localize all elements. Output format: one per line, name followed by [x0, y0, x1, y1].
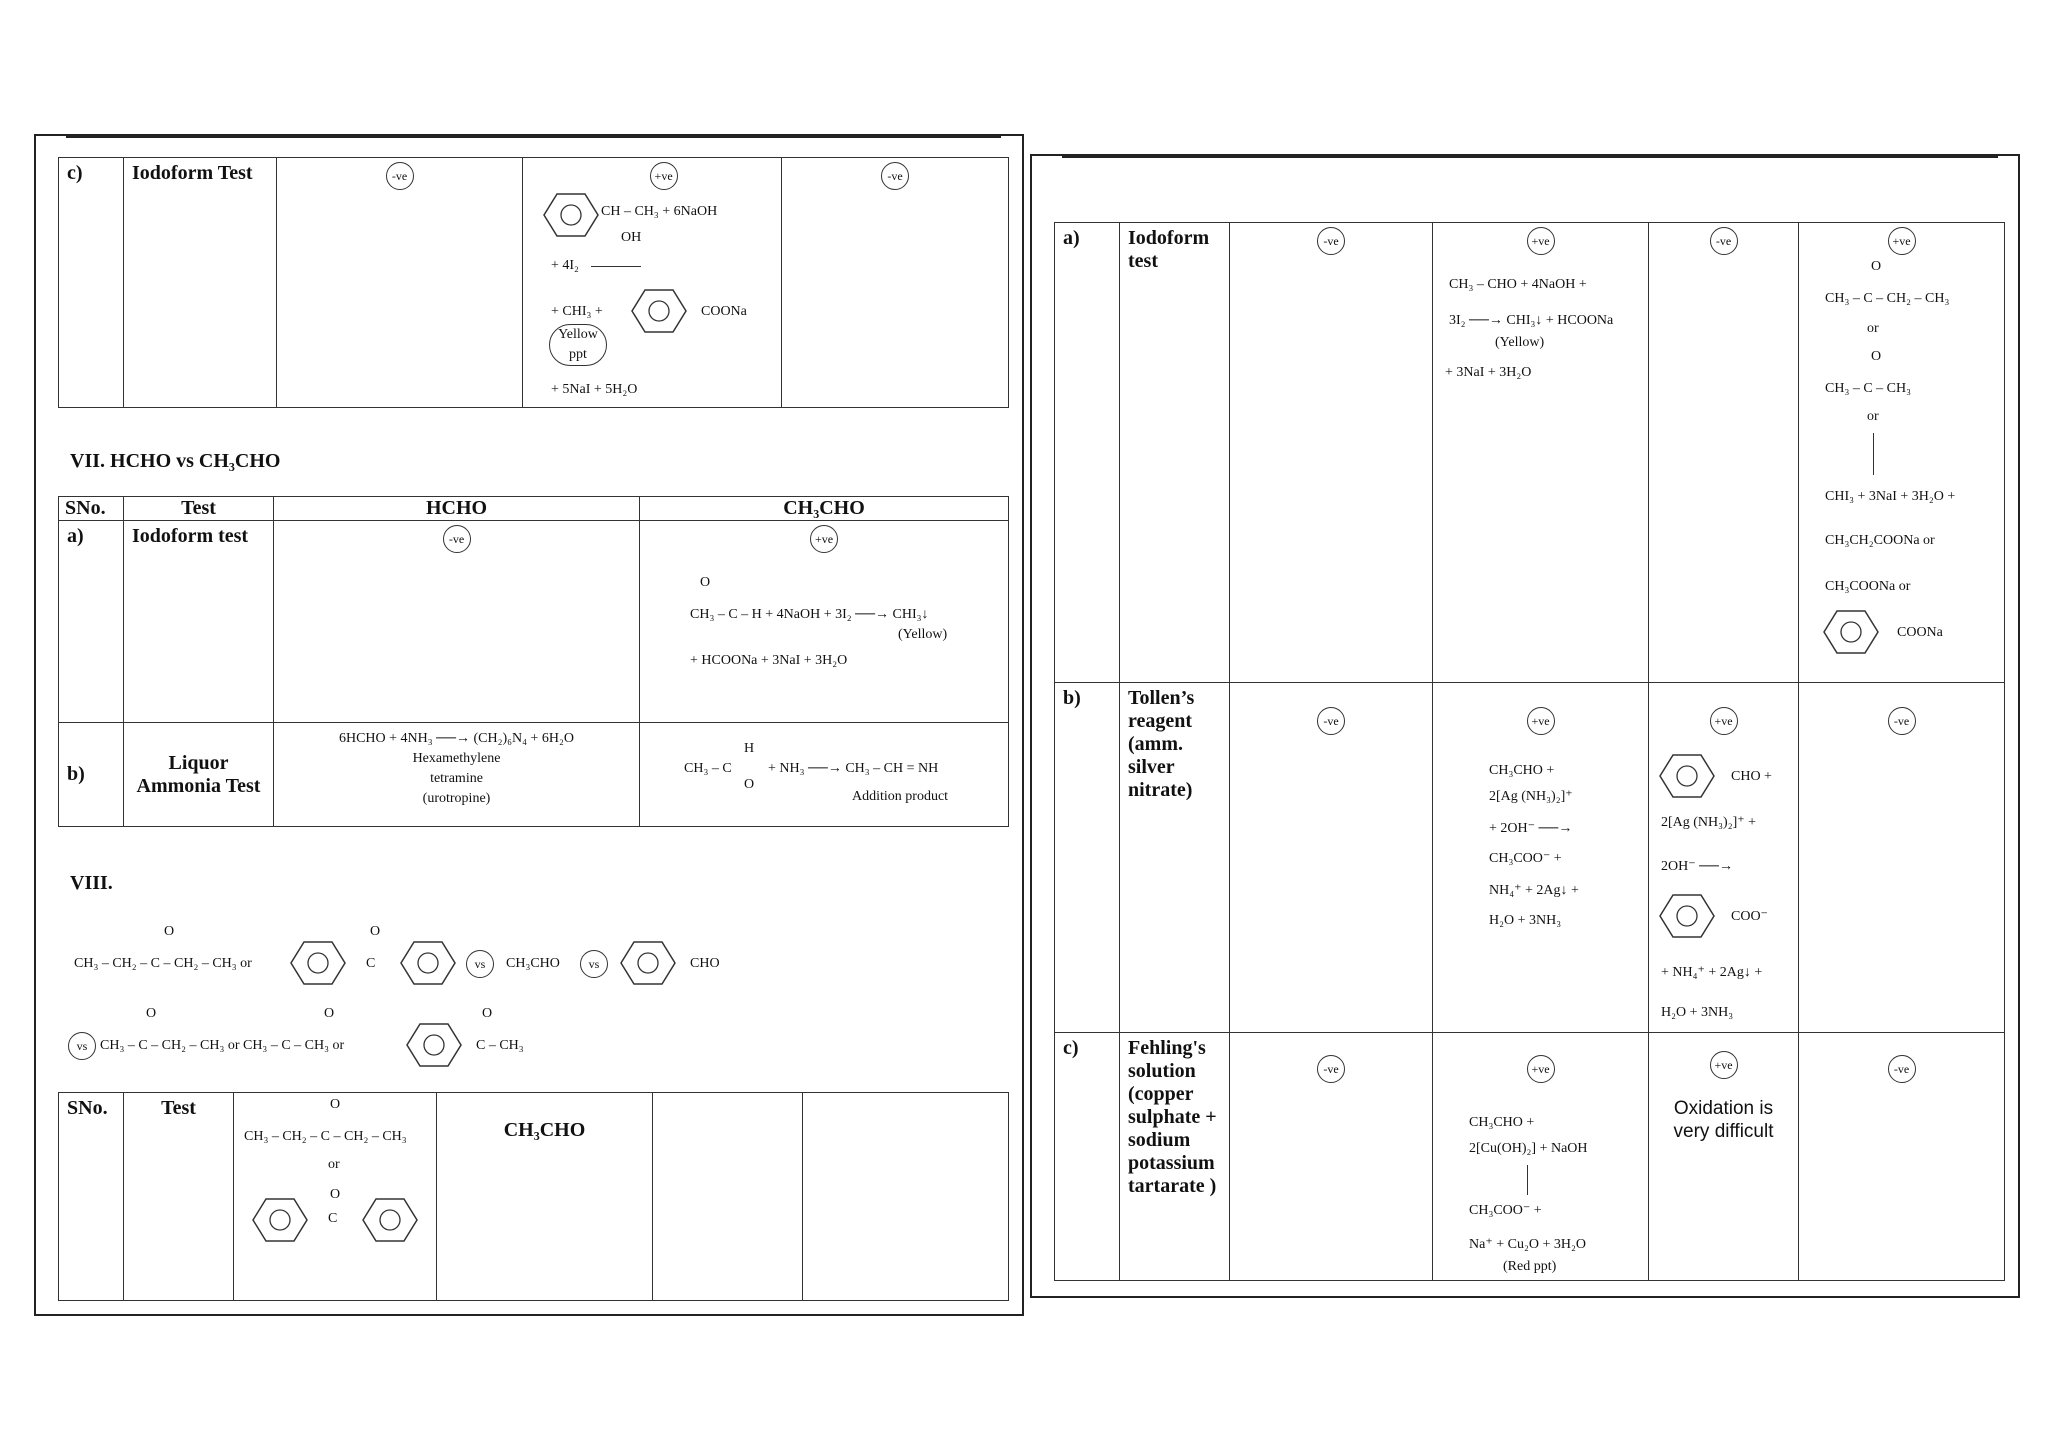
- row-c-col2-sign: +ve: [650, 162, 678, 190]
- right-row-c-sign-1: -ve: [1317, 1055, 1345, 1083]
- ra-c4-coona: COONa: [1897, 625, 1943, 640]
- aldehyde-ch3c: CH₃ – C: [684, 761, 732, 776]
- down-arrow-icon: [1527, 1165, 1528, 1195]
- addition-product: Addition product: [852, 789, 949, 804]
- sec8-pentanone: CH₃ – CH₂ – C – CH₂ – CH₃: [244, 1129, 407, 1144]
- down-arrow-icon: [1873, 433, 1874, 475]
- section-8-heading: VIII.: [70, 872, 113, 894]
- benzene-ring-icon: [1823, 609, 1879, 655]
- sec8-or: or: [328, 1157, 340, 1172]
- benzene-ring-icon: [400, 940, 456, 986]
- ra-c4-l1: CH₃ – C – CH₂ – CH₃: [1825, 291, 1950, 306]
- rb-c2-l3: + 2OH⁻ ──→: [1489, 821, 1573, 836]
- rb-c2-l1: CH₃CHO +: [1489, 763, 1555, 778]
- row-c-col3-sign: -ve: [881, 162, 909, 190]
- yellow-ppt-label: Yellow ppt: [549, 324, 607, 366]
- iodoform-eq-1: CH₃ – C – H + 4NaOH + 3I₂ ──→ CHI₃↓: [690, 607, 929, 622]
- row-c-eq-4: + 5NaI + 5H₂O: [551, 382, 638, 397]
- right-row-a-sign-4: +ve: [1888, 227, 1916, 255]
- benzene-ring-icon: [1659, 753, 1715, 799]
- ra-c4-or2: or: [1867, 409, 1879, 424]
- benzene-ring-icon: [631, 288, 687, 334]
- vs-badge: vs: [466, 950, 494, 978]
- rb-c2-l4: CH₃COO⁻ +: [1489, 851, 1562, 866]
- ra-c2-l1: CH₃ – CHO + 4NaOH +: [1449, 277, 1587, 292]
- rb-c3-l4: COO⁻: [1731, 909, 1768, 924]
- left-page: [34, 134, 1024, 1316]
- rc-c2-l1: CH₃CHO +: [1469, 1115, 1535, 1130]
- right-row-b-sign-2: +ve: [1527, 707, 1555, 735]
- right-row-c-sno: c): [1055, 1033, 1120, 1281]
- aldehyde-o: O: [744, 777, 755, 792]
- pentanone-formula: CH₃ – CH₂ – C – CH₂ – CH₃ or: [74, 956, 252, 971]
- right-row-b-sign-3: +ve: [1710, 707, 1738, 735]
- col-header-sno: SNo.: [59, 497, 124, 521]
- row-a-test: Iodoform test: [124, 521, 274, 723]
- right-row-c-sign-2: +ve: [1527, 1055, 1555, 1083]
- row-c-eq-2: + 4I₂: [551, 258, 579, 273]
- sec8-header-ch3cho: CH₃CHO: [437, 1093, 653, 1301]
- urotropine-name-3: (urotropine): [422, 791, 491, 806]
- ra-c4-l5: CH₃COONa or: [1825, 579, 1911, 594]
- right-row-a-sign-3: -ve: [1710, 227, 1738, 255]
- benzene-ring-icon: [1659, 893, 1715, 939]
- row-c-eq-oh: OH: [621, 230, 642, 245]
- sec8-benzophenone-c: C: [328, 1211, 338, 1226]
- urotropine-eq: 6HCHO + 4NH₃ ──→ (CH₂)₆N₄ + 6H₂O: [338, 731, 575, 746]
- sec8-header-sno: SNo.: [59, 1093, 124, 1301]
- section-7-heading: VII. HCHO vs CH₃CHO: [70, 450, 281, 472]
- row-b-test: Liquor Ammonia Test: [124, 723, 274, 827]
- acetophenone-c: C – CH₃: [476, 1038, 524, 1053]
- left-top-rule: [66, 136, 1001, 138]
- oxidation-note: Oxidation is very difficult: [1673, 1098, 1774, 1142]
- urotropine-name-1: Hexamethylene: [412, 751, 501, 766]
- sec8-benzophenone-o: O: [330, 1187, 341, 1202]
- ra-c2-l4: + 3NaI + 3H₂O: [1445, 365, 1532, 380]
- right-row-a-sign-1: -ve: [1317, 227, 1345, 255]
- iodoform-eq-2: + HCOONa + 3NaI + 3H₂O: [690, 653, 848, 668]
- iodoform-row-c-table: [58, 157, 1009, 408]
- rb-c2-l5: NH₄⁺ + 2Ag↓ +: [1489, 883, 1579, 898]
- urotropine-name-2: tetramine: [430, 771, 483, 786]
- hcho-vs-ch3cho-table: [58, 496, 1009, 827]
- row-c-test: Iodoform Test: [124, 158, 277, 408]
- ra-c4-or1: or: [1867, 321, 1879, 336]
- right-row-a-sign-2: +ve: [1527, 227, 1555, 255]
- comparison-table: [1054, 222, 2005, 1281]
- benzene-ring-icon: [406, 1022, 462, 1068]
- ra-c4-l2: CH₃ – C – CH₃: [1825, 381, 1911, 396]
- benzaldehyde-cho: CHO: [690, 956, 720, 971]
- rb-c3-l5: + NH₄⁺ + 2Ag↓ +: [1661, 965, 1763, 980]
- ketones-formula: CH₃ – C – CH₂ – CH₃ or CH₃ – C – CH₃ or: [100, 1038, 345, 1053]
- vs-badge: vs: [68, 1032, 96, 1060]
- ra-c4-o1: O: [1871, 259, 1882, 274]
- ra-c2-l2: 3I₂ ──→ CHI₃↓ + HCOONa: [1449, 313, 1614, 328]
- right-row-c-sign-3: +ve: [1710, 1051, 1738, 1079]
- benzene-ring-icon: [290, 940, 346, 986]
- rb-c2-l6: H₂O + 3NH₃: [1489, 913, 1562, 928]
- row-c-eq-3: + CHI₃ +: [551, 304, 603, 319]
- rb-c3-l2: 2[Ag (NH₃)₂]⁺ +: [1661, 815, 1757, 830]
- benzophenone-o: O: [370, 924, 381, 939]
- right-row-c-sign-4: -ve: [1888, 1055, 1916, 1083]
- benzophenone-c: C: [366, 956, 376, 971]
- ra-c2-l3: (Yellow): [1495, 335, 1545, 350]
- acetone-o: O: [324, 1006, 335, 1021]
- row-c-col1-sign: -ve: [386, 162, 414, 190]
- sec8-header-test: Test: [124, 1093, 234, 1301]
- yellow-label: (Yellow): [898, 627, 948, 642]
- rc-c2-l5: (Red ppt): [1503, 1259, 1557, 1274]
- vs-badge: vs: [580, 950, 608, 978]
- right-row-a-test: Iodoform test: [1120, 223, 1230, 683]
- row-a-hcho-sign: -ve: [443, 525, 471, 553]
- section-8-table: [58, 1092, 1009, 1301]
- ch3cho-text: CH₃CHO: [506, 956, 560, 971]
- row-c-eq-1: CH – CH₃ + 6NaOH: [601, 204, 718, 219]
- butanone-o: O: [146, 1006, 157, 1021]
- row-a-ch3cho-sign: +ve: [810, 525, 838, 553]
- rc-c2-l4: Na⁺ + Cu₂O + 3H₂O: [1469, 1237, 1586, 1252]
- rb-c3-l3: 2OH⁻ ──→: [1661, 859, 1733, 874]
- benzene-ring-icon: [362, 1197, 418, 1243]
- rb-c3-l1: CHO +: [1731, 769, 1772, 784]
- reaction-arrow-icon: [591, 266, 641, 267]
- right-row-b-sign-4: -ve: [1888, 707, 1916, 735]
- right-top-rule: [1062, 156, 1998, 158]
- benzene-ring-icon: [620, 940, 676, 986]
- ammonia-eq: + NH₃ ──→ CH₃ – CH = NH: [768, 761, 939, 776]
- benzene-ring-icon: [252, 1197, 308, 1243]
- rb-c2-l2: 2[Ag (NH₃)₂]⁺: [1489, 789, 1573, 804]
- ketone-o: O: [164, 924, 175, 939]
- col-header-ch3cho: CH₃CHO: [640, 497, 1009, 521]
- right-row-b-test: Tollen’s reagent (amm. silver nitrate): [1120, 683, 1230, 1033]
- row-c-eq-coona: COONa: [701, 304, 747, 319]
- right-page: [1030, 154, 2020, 1298]
- acetophenone-o: O: [482, 1006, 493, 1021]
- carbonyl-o: O: [700, 575, 711, 590]
- row-c-sno: c): [59, 158, 124, 408]
- rc-c2-l3: CH₃COO⁻ +: [1469, 1203, 1542, 1218]
- aldehyde-h: H: [744, 741, 755, 756]
- col-header-test: Test: [124, 497, 274, 521]
- row-b-sno: b): [59, 723, 124, 827]
- right-row-b-sign-1: -ve: [1317, 707, 1345, 735]
- right-row-a-sno: a): [1055, 223, 1120, 683]
- ra-c4-l4: CH₃CH₂COONa or: [1825, 533, 1935, 548]
- row-a-sno: a): [59, 521, 124, 723]
- right-row-c-test: Fehling's solution (copper sulphate + sodium potassium tartarate ): [1120, 1033, 1230, 1281]
- rb-c3-l6: H₂O + 3NH₃: [1661, 1005, 1734, 1020]
- sec8-ketone-o: O: [330, 1097, 341, 1112]
- ra-c4-o2: O: [1871, 349, 1882, 364]
- benzene-ring-icon: [543, 192, 599, 238]
- ra-c4-l3: CHI₃ + 3NaI + 3H₂O +: [1825, 489, 1956, 504]
- right-row-b-sno: b): [1055, 683, 1120, 1033]
- rc-c2-l2: 2[Cu(OH)₂] + NaOH: [1469, 1141, 1588, 1156]
- col-header-hcho: HCHO: [274, 497, 640, 521]
